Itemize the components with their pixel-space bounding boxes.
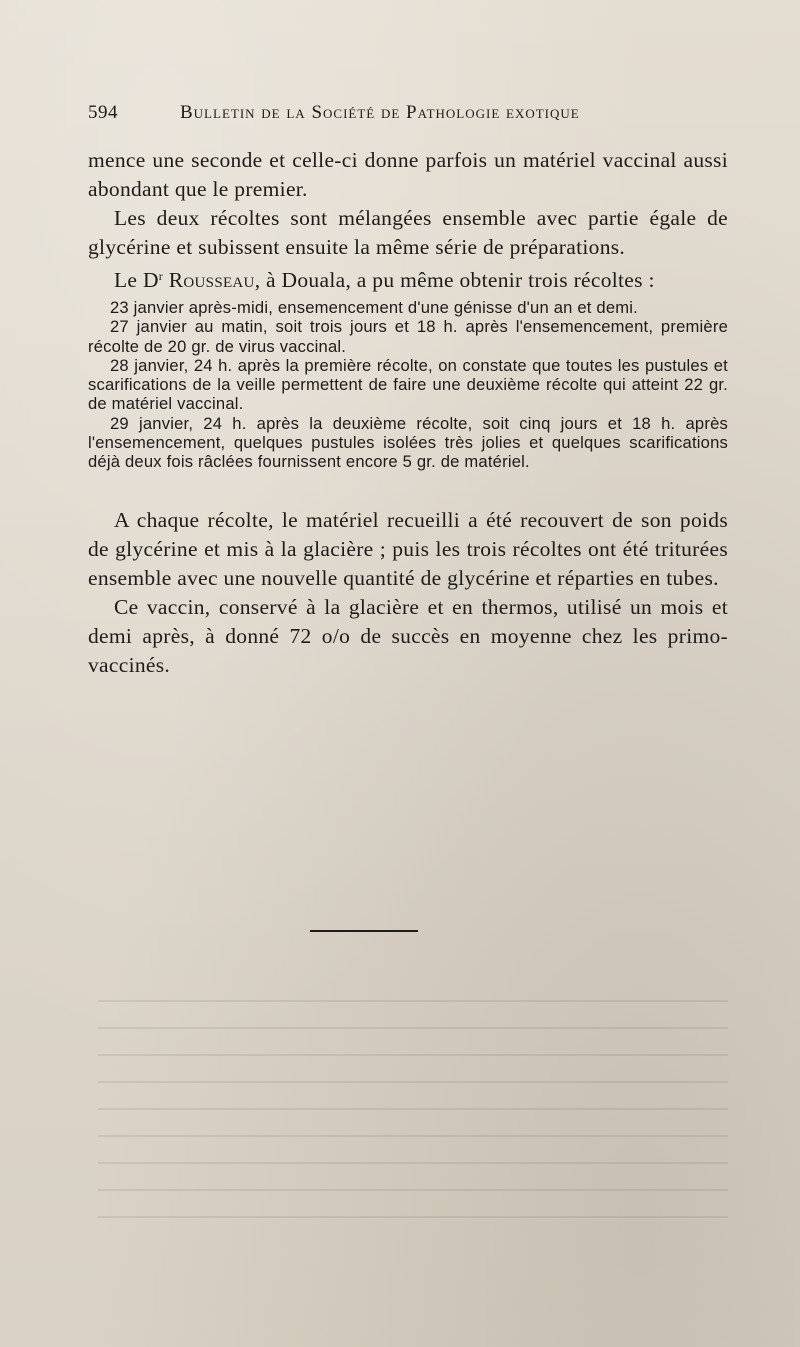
- conclusion-block: [88, 506, 728, 680]
- detail-entry: 28 janvier, 24 h. après la première récolte, on constate que toutes les pustules et scarifications de la veille permettent de faire une deuxième récolte qui atteint 22 gr. de matériel vaccinal.: [88, 355, 728, 414]
- detail-block: [88, 298, 728, 472]
- paragraph: Les deux récoltes sont mélangées ensemble avec partie égale de glycérine et subissent ensuite la même série de préparations.: [88, 206, 728, 259]
- page-header: [88, 102, 728, 130]
- detail-entry: 23 janvier après-midi, ensemencement d'une génisse d'un an et demi.: [110, 298, 638, 317]
- paragraph: mence une seconde et celle-ci donne parfois un matériel vaccinal aussi abondant que le premier.: [88, 148, 728, 201]
- running-title: Bulletin de la Société de Pathologie exotique: [180, 102, 580, 123]
- detail-entry: 29 janvier, 24 h. après la deuxième récolte, soit cinq jours et 18 h. après l'ensemencement, quelques pustules isolées très jolies et quelques scarifications déjà deux fois râclées fournissent encore 5 gr. de matériel.: [88, 413, 728, 472]
- superscript: r: [158, 269, 164, 283]
- text-suffix: , à Douala, a pu même obtenir trois récoltes :: [254, 268, 655, 292]
- show-through-texture: [98, 1000, 728, 1220]
- text-prefix: Le D: [114, 268, 159, 292]
- paragraph: A chaque récolte, le matériel recueilli a été recouvert de son poids de glycérine et mis à la glacière ; puis les trois récoltes ont été triturées ensemble avec une nouvelle quantité de glycérine et réparties en tubes.: [88, 508, 728, 590]
- paragraph: [88, 262, 728, 295]
- page-number: 594: [88, 102, 118, 123]
- author-name: Rousseau: [168, 268, 255, 292]
- section-divider: [310, 930, 418, 932]
- main-text-block: [88, 146, 728, 295]
- detail-entry: 27 janvier au matin, soit trois jours et 18 h. après l'ensemencement, première récolte de 20 gr. de virus vaccinal.: [88, 317, 728, 356]
- paragraph: Ce vaccin, conservé à la glacière et en thermos, utilisé un mois et demi après, à donné 72 o/o de succès en moyenne chez les primo-vaccinés.: [88, 595, 728, 677]
